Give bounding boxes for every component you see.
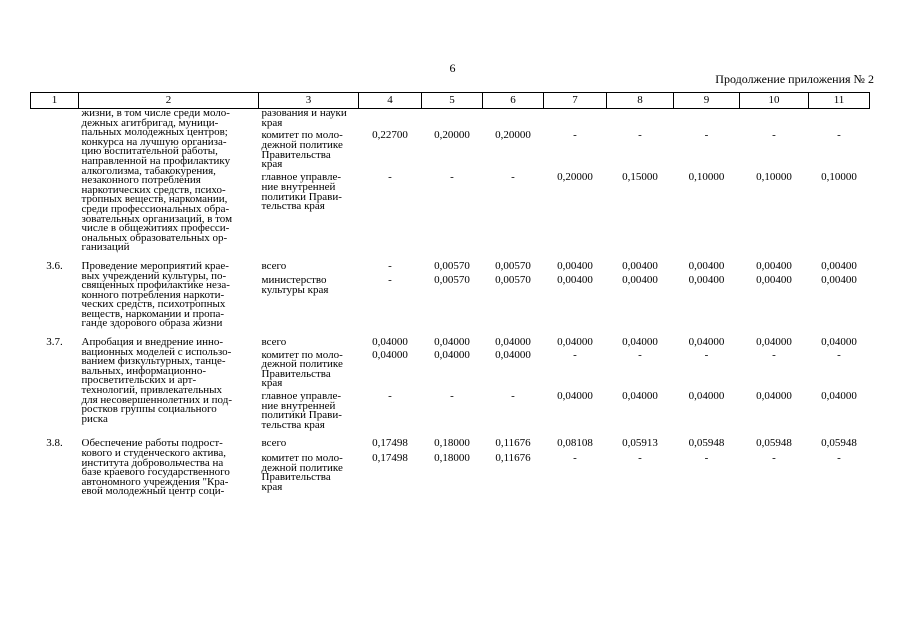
value-cell: - (573, 129, 577, 142)
value-cell: - (638, 452, 642, 465)
value-cell: 0,11676 (495, 437, 531, 450)
item-description: Обеспечение работы подрост- кового и студенческого актива, института добровольчества на базе краевого государственного автономного учреждения "Кра- евой молодежный центр соци- (81, 437, 230, 498)
value-cell: 0,04000 (821, 336, 857, 349)
value-cell: - (704, 452, 709, 465)
value-cell: 0,00400 (557, 274, 593, 287)
value-cell: 0,00400 (557, 259, 593, 272)
program-table (30, 92, 870, 497)
value-cell: 0,00570 (495, 274, 531, 287)
executor-cell: главное управле- ние внутренней политики Прави- тельства края (261, 171, 342, 213)
value-cell: 0,10000 (821, 171, 857, 184)
executor-cell: комитет по моло- дежной политике Правительства края (261, 348, 343, 390)
executor-cell: всего (261, 437, 287, 450)
value-cell: 0,05948 (688, 437, 725, 450)
value-cell: 0,00400 (688, 259, 725, 272)
value-cell: 0,22700 (372, 129, 408, 142)
item-description: Проведение мероприятий крае- вых учреждений культуры, по- священных профилактике неза- конного потребления наркоти- ческих средств, психотропных веществ, наркомании и пропа- ганде здорового образа жизни (81, 259, 230, 330)
value-cell: 0,17498 (372, 437, 408, 450)
value-cell: 0,00400 (622, 259, 658, 272)
item-number: 3.6. (46, 259, 63, 272)
value-cell: 0,00400 (821, 259, 857, 272)
table-row (31, 109, 870, 129)
value-cell: 0,04000 (495, 348, 531, 361)
column-number-cell: 2 (79, 93, 259, 109)
value-cell: - (772, 452, 776, 465)
value-cell: 0,05913 (622, 437, 658, 450)
value-cell: - (388, 274, 392, 287)
value-cell (674, 109, 740, 129)
column-number-cell: 1 (31, 93, 79, 109)
column-number-cell: 11 (809, 93, 870, 109)
executor-cell: разования и науки края (261, 107, 347, 129)
value-cell (740, 109, 809, 129)
value-cell: 0,00570 (434, 259, 470, 272)
item-number (31, 109, 79, 253)
table-body (31, 109, 870, 497)
value-cell: 0,00400 (821, 274, 857, 287)
value-cell: - (388, 259, 392, 272)
column-number-cell: 3 (259, 93, 359, 109)
table-row (31, 253, 870, 274)
value-cell: 0,18000 (434, 452, 470, 465)
value-cell: 0,00400 (756, 259, 792, 272)
value-cell: - (772, 348, 776, 361)
item-description: Апробация и внедрение инно- вационных моделей с использо- ванием физкультурных, танце- вальных, информационно- просветительских и арт- технологий, привлекательных для несовершеннолетних и под- ростков группы социального риска (81, 336, 232, 425)
value-cell: 0,00570 (434, 274, 470, 287)
column-number-cell: 8 (607, 93, 674, 109)
value-cell: - (638, 348, 642, 361)
value-cell (809, 109, 870, 129)
value-cell: 0,00400 (688, 274, 725, 287)
value-cell (544, 109, 607, 129)
value-cell: 0,04000 (756, 390, 792, 403)
value-cell (359, 109, 422, 129)
value-cell: 0,00400 (622, 274, 658, 287)
value-cell (422, 109, 483, 129)
column-number-cell: 5 (422, 93, 483, 109)
value-cell: - (388, 390, 392, 403)
value-cell: 0,04000 (372, 336, 408, 349)
value-cell: 0,05948 (756, 437, 792, 450)
value-cell: - (837, 348, 841, 361)
table-row (31, 430, 870, 451)
value-cell: - (450, 390, 454, 403)
executor-cell: министерство культуры края (261, 274, 329, 297)
value-cell: 0,05948 (821, 437, 857, 450)
continuation-label: Продолжение приложения № 2 (715, 72, 874, 86)
value-cell: 0,10000 (688, 171, 725, 184)
value-cell: 0,04000 (821, 390, 857, 403)
value-cell: - (772, 129, 776, 142)
value-cell: 0,11676 (495, 452, 531, 465)
item-number: 3.8. (46, 437, 63, 450)
value-cell: 0,04000 (688, 390, 725, 403)
value-cell: 0,04000 (622, 336, 658, 349)
value-cell: 0,00570 (495, 259, 531, 272)
executor-cell: всего (261, 336, 287, 349)
value-cell: - (638, 129, 642, 142)
value-cell: - (573, 348, 577, 361)
value-cell: 0,04000 (495, 336, 531, 349)
value-cell: 0,18000 (434, 437, 470, 450)
executor-cell: главное управле- ние внутренней политики Прави- тельства края (261, 390, 342, 431)
value-cell: 0,20000 (495, 129, 531, 142)
executor-cell: комитет по моло- дежной политике Правительства края (261, 129, 343, 171)
value-cell: - (573, 452, 577, 465)
value-cell: - (511, 390, 515, 403)
value-cell: 0,08108 (557, 437, 593, 450)
page-number: 6 (449, 61, 456, 75)
value-cell: 0,04000 (622, 390, 658, 403)
value-cell: 0,04000 (557, 390, 593, 403)
value-cell: 0,04000 (688, 336, 725, 349)
value-cell: 0,04000 (372, 348, 408, 361)
value-cell: 0,04000 (434, 348, 470, 361)
column-number-cell: 4 (359, 93, 422, 109)
value-cell: 0,00400 (756, 274, 792, 287)
column-number-cell: 7 (544, 93, 607, 109)
value-cell: - (704, 348, 709, 361)
column-number-cell: 6 (483, 93, 544, 109)
value-cell: - (511, 171, 515, 184)
value-cell: 0,20000 (557, 171, 593, 184)
item-description: жизни, в том числе среди моло- дежных агитбригад, муници- пальных молодежных центров; конкурса на лучшую организа- цию воспитательной работы, направленной на профилактику алкоголизма, табакокурения, незаконного потребления наркотических средств, психо- тропных веществ, наркомании, среди профессиональных обра- зовательных организаций, в том числе в общежитиях професси- ональных образовательных ор- ганизаций (81, 107, 233, 254)
value-cell (483, 109, 544, 129)
value-cell: - (837, 129, 841, 142)
value-cell: - (837, 452, 841, 465)
value-cell: 0,10000 (756, 171, 792, 184)
column-number-cell: 9 (674, 93, 740, 109)
column-number-cell: 10 (740, 93, 809, 109)
item-number: 3.7. (46, 336, 63, 349)
value-cell: - (388, 171, 392, 184)
executor-cell: комитет по моло- дежной политике Правительства края (261, 452, 343, 493)
value-cell: 0,04000 (557, 336, 593, 349)
value-cell: 0,20000 (434, 129, 470, 142)
value-cell (607, 109, 674, 129)
value-cell: - (704, 129, 709, 142)
value-cell: 0,04000 (434, 336, 470, 349)
value-cell: 0,15000 (622, 171, 658, 184)
value-cell: 0,17498 (372, 452, 408, 465)
value-cell: - (450, 171, 454, 184)
value-cell: 0,04000 (756, 336, 792, 349)
table-row (31, 329, 870, 348)
executor-cell: всего (261, 259, 287, 272)
